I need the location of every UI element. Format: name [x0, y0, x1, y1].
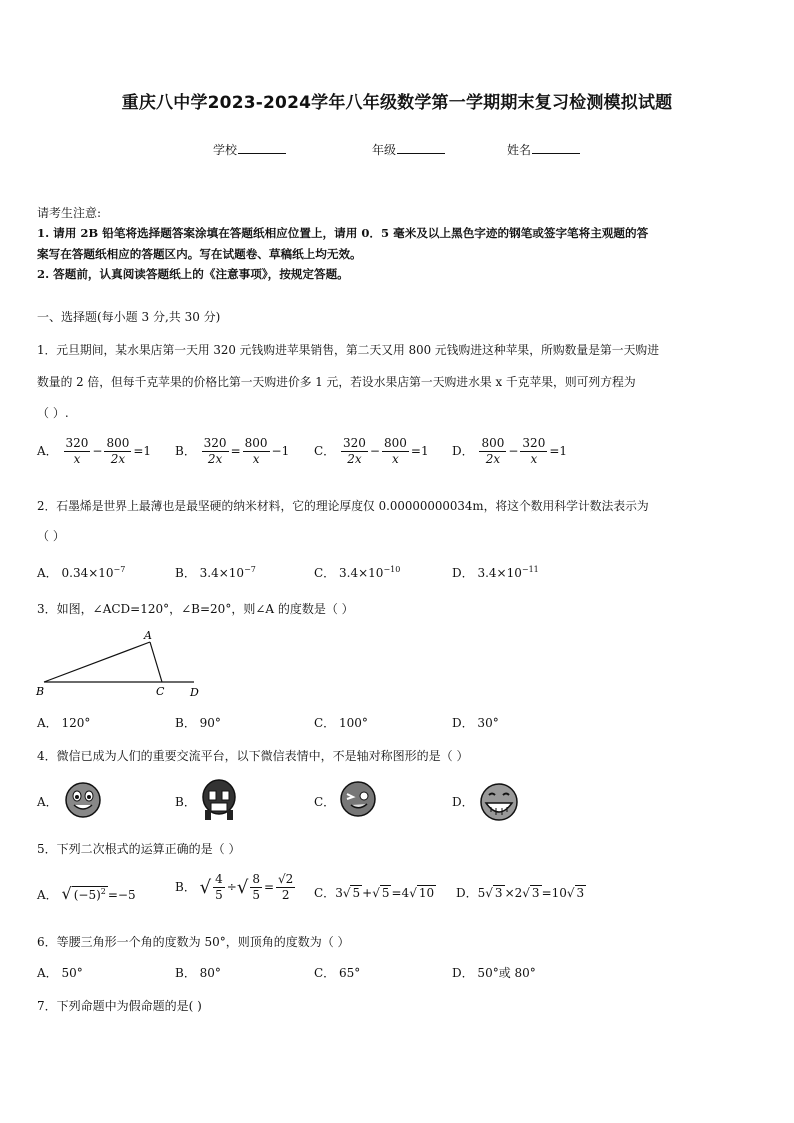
option-label: D． — [456, 886, 478, 900]
option-label: D． — [452, 566, 474, 580]
exponent: −11 — [521, 565, 539, 574]
q2-option-a[interactable] — [37, 564, 125, 581]
radicand: $(-5)^2$ — [73, 887, 106, 902]
q4-line1: 4．微信已成为人们的重要交流平台，以下微信表情中，不是轴对称图形的是（ ） — [37, 749, 469, 763]
vertex-label-b: B — [36, 685, 45, 698]
fraction: $\frac{800}{x}$ — [244, 436, 268, 466]
radicand: 3 — [531, 886, 540, 900]
radicand: 3 — [494, 886, 503, 900]
exponent: −7 — [244, 565, 256, 574]
q1-line1: 1．元旦期间，某水果店第一天用 320 元钱购进苹果销售，第二天又用 800 元钱购进这种苹果，所购数量是第一天购进 — [37, 343, 659, 357]
equals: =10 — [541, 886, 567, 900]
q5-option-c[interactable]: C．3√ 5 +√ 5 =4√ 10 — [314, 886, 435, 900]
fraction: $\frac{320}{2x}$ — [343, 436, 366, 466]
q2-option-b[interactable] — [175, 564, 256, 581]
q7-line1: 7．下列命题中为假命题的是( ) — [37, 999, 202, 1013]
option-label: C． — [314, 444, 336, 458]
school-blank[interactable] — [238, 141, 286, 154]
equals: =4 — [391, 886, 410, 900]
operator: − — [508, 444, 519, 458]
exponent: −10 — [383, 565, 401, 574]
crying-emoji-icon — [200, 776, 238, 822]
q3-option-c[interactable]: C． 100° — [314, 716, 368, 730]
vertex-label-c: C — [156, 685, 165, 698]
option-label: A． — [37, 566, 58, 580]
notice-item-1a: 1. 请用 2B 铅笔将选择题答案涂填在答题纸相应位置上，请用 0．5 毫米及以上黑色字迹的钢笔或签字笔将主观题的答 — [37, 226, 649, 240]
notice-heading: 请考生注意: — [37, 206, 102, 220]
option-label: D． — [452, 444, 474, 458]
fraction: $\frac{320}{x}$ — [522, 436, 546, 466]
q1-option-c[interactable] — [314, 436, 429, 467]
q6-option-d[interactable]: D． 50°或 80° — [452, 966, 536, 980]
q4-option-b[interactable]: B． — [175, 795, 196, 809]
coefficient: 5 — [477, 886, 486, 900]
fraction: $\frac{800}{x}$ — [383, 436, 407, 466]
q5-option-a[interactable] — [37, 884, 136, 903]
q6-option-a[interactable]: A． 50° — [37, 966, 83, 980]
q1-option-d[interactable] — [452, 436, 567, 467]
q3-option-b[interactable]: B． 90° — [175, 716, 221, 730]
grade-label: 年级 — [372, 143, 397, 157]
notice-item-1b: 案写在答题纸相应的答题区内。写在试题卷、草稿纸上均无效。 — [37, 247, 362, 261]
grade-blank[interactable] — [397, 141, 445, 154]
radical-sign: √ — [61, 884, 72, 903]
triangle-figure — [34, 627, 214, 699]
option-label: B． — [175, 880, 196, 894]
option-label: A． — [37, 888, 58, 902]
rhs: =1 — [410, 444, 429, 458]
name-blank[interactable] — [532, 141, 580, 154]
radical-sign: √ — [236, 877, 249, 898]
operator: = — [230, 444, 241, 458]
operator: − — [92, 444, 103, 458]
option-label: B． — [175, 444, 196, 458]
grade-field — [372, 141, 445, 158]
name-field — [507, 141, 580, 158]
coefficient: 3 — [335, 886, 343, 900]
q1-line2: 数量的 2 倍，但每千克苹果的价格比第一天购进价多 1 元，若设水果店第一天购进水果 x 千克苹果，则可列方程为 — [37, 375, 636, 389]
option-label: B． — [175, 566, 196, 580]
q4-option-a[interactable]: A． — [37, 795, 58, 809]
q1-option-b[interactable] — [175, 436, 289, 467]
smiling-emoji-icon — [64, 778, 102, 820]
equals: = — [263, 880, 275, 894]
q2-line2: （ ） — [37, 529, 65, 543]
q1-option-a[interactable] — [37, 436, 151, 467]
q2-line1: 2．石墨烯是世界上最薄也是最坚硬的纳米材料，它的理论厚度仅 0.00000000034m，将这个数用科学计数法表示为 — [37, 499, 649, 513]
option-value: 3.4×10 — [339, 566, 384, 580]
section-heading: 一、选择题(每小题 3 分,共 30 分) — [37, 310, 221, 324]
fraction: $\frac{4}{5}$ — [215, 872, 223, 902]
side-ba — [44, 642, 150, 682]
option-label: C． — [314, 566, 336, 580]
q3-line1: 3．如图，∠ACD=120°，∠B=20°，则∠A 的度数是（ ） — [37, 602, 354, 616]
option-label: A． — [37, 444, 58, 458]
q5-option-b[interactable] — [175, 872, 297, 903]
q2-option-d[interactable] — [452, 564, 539, 581]
q6-line1: 6．等腰三角形一个角的度数为 50°，则顶角的度数为（ ） — [37, 935, 350, 949]
school-field — [213, 141, 286, 158]
fraction: $\frac{800}{2x}$ — [481, 436, 505, 466]
page-title: 重庆八中学2023-2024学年八年级数学第一学期期末复习检测模拟试题 — [121, 93, 673, 113]
radicand: 3 — [576, 886, 585, 900]
rhs: =1 — [549, 444, 568, 458]
q1-line3: （ ）. — [37, 406, 69, 420]
q3-option-d[interactable]: D． 30° — [452, 716, 499, 730]
option-value: 3.4×10 — [199, 566, 245, 580]
grinning-emoji-icon — [478, 779, 520, 823]
operator: ×2 — [504, 886, 523, 900]
fraction: $\frac{8}{5}$ — [252, 872, 260, 902]
side-ac — [150, 642, 162, 682]
radicand: 5 — [381, 886, 390, 900]
fraction: $\frac{800}{2x}$ — [106, 436, 130, 466]
operator: − — [369, 444, 380, 458]
q2-option-c[interactable] — [314, 564, 400, 581]
fraction: $\frac{320}{2x}$ — [203, 436, 227, 466]
notice-item-2: 2. 答题前，认真阅读答题纸上的《注意事项》，按规定答题。 — [37, 267, 349, 281]
vertex-label-a: A — [144, 629, 152, 642]
tongue-emoji-icon — [339, 779, 377, 819]
rhs: =−5 — [107, 888, 136, 902]
point-label-d: D — [190, 686, 199, 699]
q4-option-d[interactable]: D． — [452, 795, 474, 809]
q5-option-d[interactable]: D．5√ 3 ×2√ 3 =10√ 3 — [456, 886, 585, 900]
fraction: $\frac{320}{x}$ — [65, 436, 89, 466]
option-label: C． — [314, 886, 336, 900]
rhs: =1 — [133, 444, 152, 458]
q6-option-b[interactable]: B． 80° — [175, 966, 221, 980]
q3-option-a[interactable]: A． 120° — [37, 716, 91, 730]
option-value: 0.34×10 — [61, 566, 114, 580]
q4-option-c[interactable]: C． — [314, 795, 336, 809]
radicand: 10 — [418, 886, 435, 900]
option-value: 3.4×10 — [477, 566, 522, 580]
q6-option-c[interactable]: C． 65° — [314, 966, 361, 980]
exponent: −7 — [113, 565, 126, 574]
radicand: 5 — [352, 886, 361, 900]
fraction: $\frac{√2}{2}$ — [278, 872, 294, 902]
radical-sign: √ — [199, 877, 212, 898]
operator: ÷ — [226, 880, 237, 894]
q5-line1: 5．下列二次根式的运算正确的是（ ） — [37, 842, 241, 856]
name-label: 姓名 — [507, 143, 532, 157]
rhs: −1 — [271, 444, 290, 458]
school-label: 学校 — [213, 143, 238, 157]
operator: + — [362, 886, 373, 900]
